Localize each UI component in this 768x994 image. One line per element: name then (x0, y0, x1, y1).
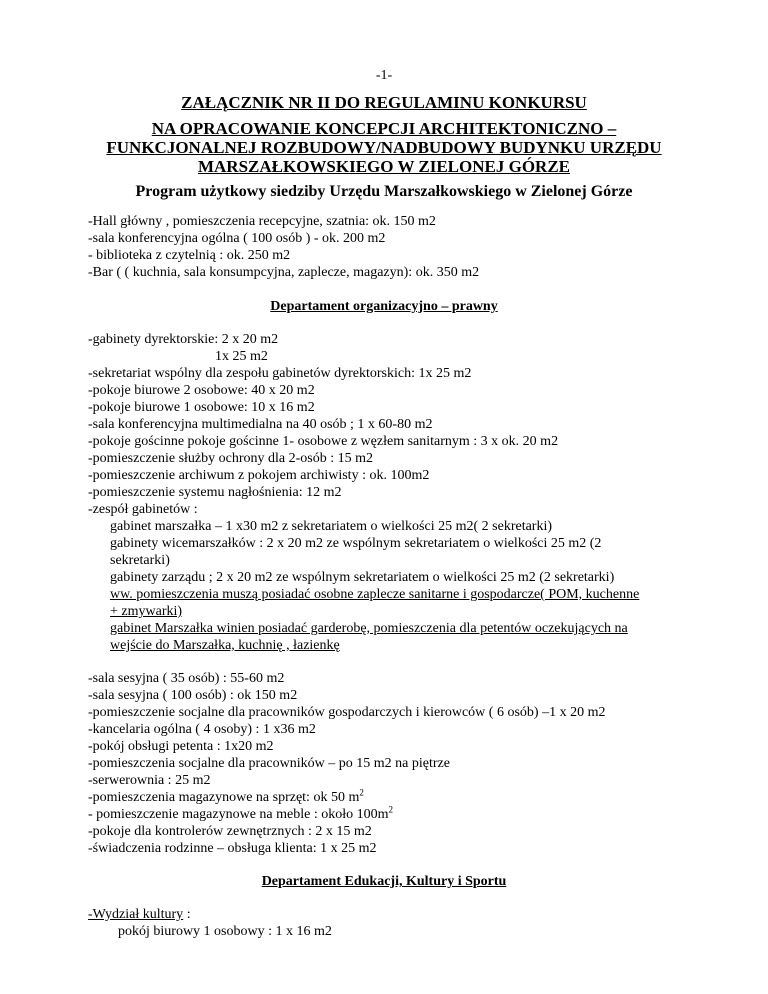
dept2-heading: Departament Edukacji, Kultury i Sportu (261, 874, 507, 889)
dept1-item: -pokoje dla kontrolerów zewnętrznych : 2 x 15 m2 (88, 824, 372, 839)
dept1-item: -pokój obsługi petenta : 1x20 m2 (88, 739, 274, 754)
dept1-note: ww. pomieszczenia muszą posiadać osobne zaplecze sanitarne i gospodarcze( POM, kuchenne (110, 587, 640, 602)
superscript: 2 (388, 804, 394, 815)
dept1-item: gabinet marszałka – 1 x30 m2 z sekretariatem o wielkości 25 m2( 2 sekretarki) (110, 519, 553, 534)
dept1-item: -pomieszczenie służby ochrony dla 2-osób : 15 m2 (88, 451, 373, 466)
dept1-item: -pomieszczenie archiwum z pokojem archiwisty : ok. 100m2 (88, 468, 430, 483)
general-item: -sala konferencyjna ogólna ( 100 osób ) - ok. 200 m2 (88, 231, 386, 246)
general-item: - biblioteka z czytelnią : ok. 250 m2 (88, 248, 291, 263)
dept1-item: -świadczenia rodzinne – obsługa klienta: 1 x 25 m2 (88, 841, 377, 856)
dept1-item: -pomieszczenie socjalne dla pracowników gospodarczych i kierowców ( 6 osób) –1 x 20 m2 (88, 705, 606, 720)
dept1-heading: Departament organizacyjno – prawny (270, 299, 498, 314)
dept1-item: -serwerownia : 25 m2 (88, 773, 211, 788)
dept1-item: -kancelaria ogólna ( 4 osoby) : 1 x36 m2 (88, 722, 316, 737)
dept1-item: -zespół gabinetów : (88, 502, 198, 517)
dept2-item: pokój biurowy 1 osobowy : 1 x 16 m2 (118, 924, 332, 939)
subtitle: Program użytkowy siedziby Urzędu Marszałkowskiego w Zielonej Górze (135, 183, 633, 200)
title-line-4: MARSZAŁKOWSKIEGO W ZIELONEJ GÓRZE (197, 157, 571, 176)
dept1-note: + zmywarki) (110, 604, 183, 619)
title-line-2: NA OPRACOWANIE KONCEPCJI ARCHITEKTONICZNO – (151, 119, 617, 138)
dept2-section: -Wydział kultury : (88, 907, 191, 922)
dept1-item: -sala sesyjna ( 100 osób) : ok 150 m2 (88, 688, 298, 703)
title-line-1: ZAŁĄCZNIK NR II DO REGULAMINU KONKURSU (181, 93, 587, 112)
dept1-item: -pokoje biurowe 1 osobowe: 10 x 16 m2 (88, 400, 315, 415)
dept1-item: - pomieszczenie magazynowe na meble : około $100m^2$ (88, 804, 394, 822)
dept1-item: gabinety wicemarszałków : 2 x 20 m2 ze wspólnym sekretariatem o wielkości 25 m2 (2 (110, 536, 602, 551)
dept1-item: -pokoje biurowe 2 osobowe: 40 x 20 m2 (88, 383, 315, 398)
title-line-3: FUNKCJONALNEJ ROZBUDOWY/NADBUDOWY BUDYNKU URZĘDU (106, 138, 662, 157)
superscript: 2 (359, 787, 364, 798)
general-item: -Bar ( ( kuchnia, sala konsumpcyjna, zaplecze, magazyn): ok. 350 m2 (88, 265, 480, 280)
dept1-item: -gabinety dyrektorskie: 2 x 20 m2 (88, 332, 279, 347)
dept1-item: sekretarki) (110, 553, 170, 568)
dept1-item: -pokoje gościnne pokoje gościnne 1- osobowe z węzłem sanitarnym : 3 x ok. 20 m2 (88, 434, 559, 449)
dept1-item: -pomieszczenia socjalne dla pracowników – po 15 m2 na piętrze (88, 756, 450, 771)
dept1-item: -sala konferencyjna multimedialna na 40 osób ; 1 x 60-80 m2 (88, 417, 433, 432)
dept1-item: -sala sesyjna ( 35 osób) : 55-60 m2 (88, 671, 285, 686)
page-number: -1- (375, 68, 393, 83)
dept1-note: gabinet Marszałka winien posiadać garderobę, pomieszczenia dla petentów oczekujących na (110, 621, 628, 636)
dept1-item: -pomieszczenie systemu nagłośnienia: 12 m2 (88, 485, 342, 500)
general-item: -Hall główny , pomieszczenia recepcyjne, szatnia: ok. 150 m2 (88, 214, 436, 229)
dept1-item: -pomieszczenia magazynowe na sprzęt: ok 50 $m^2$ (88, 787, 364, 805)
dept1-item: -sekretariat wspólny dla zespołu gabinetów dyrektorskich: 1x 25 m2 (88, 366, 472, 381)
dept1-note: wejście do Marszałka, kuchnię , łazienkę (110, 638, 340, 653)
dept1-item: gabinety zarządu ; 2 x 20 m2 ze wspólnym sekretariatem o wielkości 25 m2 (2 sekretarki) (110, 570, 615, 585)
dept1-item: 1x 25 m2 (215, 349, 268, 364)
